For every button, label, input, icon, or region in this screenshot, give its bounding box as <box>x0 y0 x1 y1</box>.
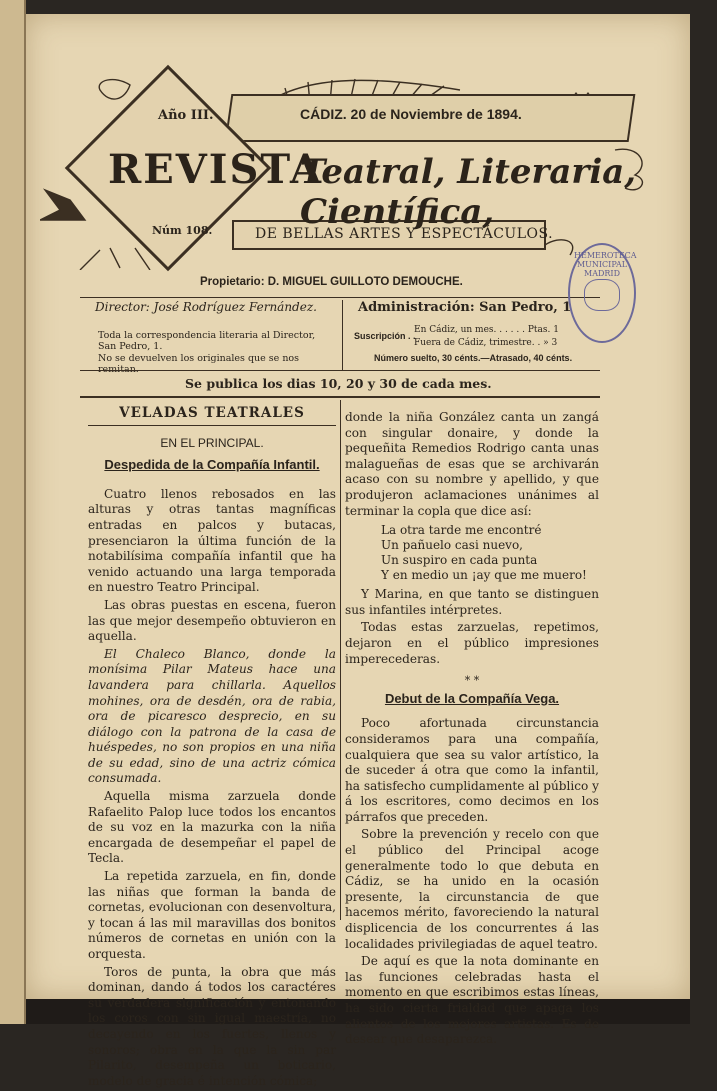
stamp-text: HEMEROTECA MUNICIPAL MADRID <box>574 251 637 278</box>
poem-line: Un suspiro en cada punta <box>381 553 538 568</box>
paragraph: Cuatro llenos rebosados en las alturas y otras tantas magníficas entradas en palcos y butacas, presenciaron la última función de la notabilísima compañía infantil que ha venido actuando una larga temporada en nuestro Teatro Principal. <box>88 486 336 595</box>
masthead-subtitle-2: DE BELLAS ARTES Y ESPECTÁCULOS. <box>255 226 554 242</box>
dateline: CÁDIZ. 20 de Noviembre de 1894. <box>300 106 522 122</box>
subscription-cadiz: En Cádiz, un mes. . . . . . Ptas. 1 <box>414 325 559 335</box>
masthead-title: REVISTA <box>108 146 323 193</box>
left-column <box>88 406 336 1091</box>
paragraph: donde la niña González canta un zangá con singular donaire, y donde la pequeñita Remedios Rodrigo canta unas malagueñas de esas que se archivarán acaso con su nombre y apellido, y que produjeron aclamaciones unánimes al terminar la copla que dice así: <box>345 410 599 518</box>
subscription-outside: Fuera de Cádiz, trimestre. . » 3 <box>414 338 558 348</box>
correspondence-note: Toda la correspondencia literaria al Director, San Pedro, 1. <box>98 330 316 352</box>
paragraph: Y Marina, en que tanto se distinguen sus infantiles intérpretes. <box>345 587 599 617</box>
year-label: Año III. <box>158 108 214 123</box>
venue-heading: EN EL PRINCIPAL. <box>160 435 264 450</box>
previous-page-edge <box>0 0 26 1024</box>
poem <box>381 523 599 583</box>
paragraph: Aquella misma zarzuela donde Rafaelito Palop luce todos los encantos de su voz en la mazurka con la niña encargada de desempeñar el papel de Tecla. <box>88 789 336 866</box>
divider <box>80 396 600 398</box>
paragraph: Toros de punta, la obra que más dominan, dando á todos los caractéres su verdadera significación y entonando los coros con sin igual maestría, no decayendo en los fuertes, llenos y sonoros; obra en la que la sin par Pilarito, desempeña un boticario, modelo de gracia é intención cómica; <box>88 964 336 1088</box>
no-return-note: No se devuelven los originales que se nos remitan. <box>98 353 300 375</box>
section-heading: VELADAS TEATRALES <box>88 406 336 426</box>
article-heading-1: Despedida de la Compañía Infantil. <box>104 457 320 473</box>
divider <box>80 297 600 298</box>
divider <box>80 370 600 371</box>
admin-line: Administración: San Pedro, 1 <box>358 300 572 315</box>
subscription-label: Suscripción . . <box>354 331 416 341</box>
crest-icon <box>584 279 620 311</box>
director-line: Director: José Rodríguez Fernández. <box>95 300 317 314</box>
paragraph: El Chaleco Blanco, donde la monísima Pilar Mateus hace una lavandera para chillarla. Aquellos mohines, ora de desdén, ora de rabia, ora de picaresco desprecio, en su diálogo con la patrona de la casa de huéspedes, no son propios en una niña de su edad, sino de una actriz cómica consumada. <box>88 646 336 786</box>
single-issue-price: Número suelto, 30 cénts.—Atrasado, 40 cénts. <box>374 353 573 363</box>
column-divider <box>340 400 341 920</box>
separator: * * <box>464 674 480 688</box>
article-heading-2: Debut de la Compañía Vega. <box>384 690 560 706</box>
poem-line: La otra tarde me encontré <box>381 523 542 538</box>
owner-line: Propietario: D. MIGUEL GUILLOTO DEMOUCHE. <box>200 276 463 288</box>
publication-schedule: Se publica los dias 10, 20 y 30 de cada mes. <box>185 376 492 391</box>
paragraph: Las obras puestas en escena, fueron las que mejor desempeño obtuvieron en aquella. <box>88 597 336 644</box>
paragraph: Sobre la prevención y recelo con que el público del Principal acoge generalmente todo lo que debuta en Cádiz, se ha unido en la ocasión presente, la circunstancia de que hacemos mérito, favoreciendo la natural displicencia de los concurrentes á las localidades privilegiadas de aquel teatro. <box>345 827 599 951</box>
poem-line: Un pañuelo casi nuevo, <box>381 538 523 553</box>
paragraph: Todas estas zarzuelas, repetimos, dejaron en el público impresiones imperecederas. <box>345 620 599 666</box>
paragraph: Poco afortunada circunstancia consideramos para una compañía, cualquiera que sea su valor artístico, la de suceder á otra que como la infantil, ha satisfecho cumplidamente al público y á los escritores, como decimos en los párrafos que preceden. <box>345 716 599 824</box>
issue-number: Núm 108. <box>152 224 213 237</box>
right-column <box>345 410 599 1050</box>
paragraph: La repetida zarzuela, en fin, donde las niñas que forman la banda de cornetas, evolucionan con desenvoltura, y tocan á las mil maravillas dos bonitos números de cornetas en unión con la orquesta. <box>88 869 336 961</box>
paragraph: De aquí es que la nota dominante en las funciones celebradas hasta el momento en que escribimos estas líneas, ha sido cierta frialdad que apaga los alientos de los mejores artistas. Es de desear que desaparezca. <box>345 954 599 1047</box>
info-divider <box>342 300 343 370</box>
library-stamp <box>568 243 636 343</box>
poem-line: Y en medio un ¡ay que me muero! <box>381 568 587 583</box>
masthead-subtitle: Teatral, Literaria, Científica, <box>300 152 637 232</box>
